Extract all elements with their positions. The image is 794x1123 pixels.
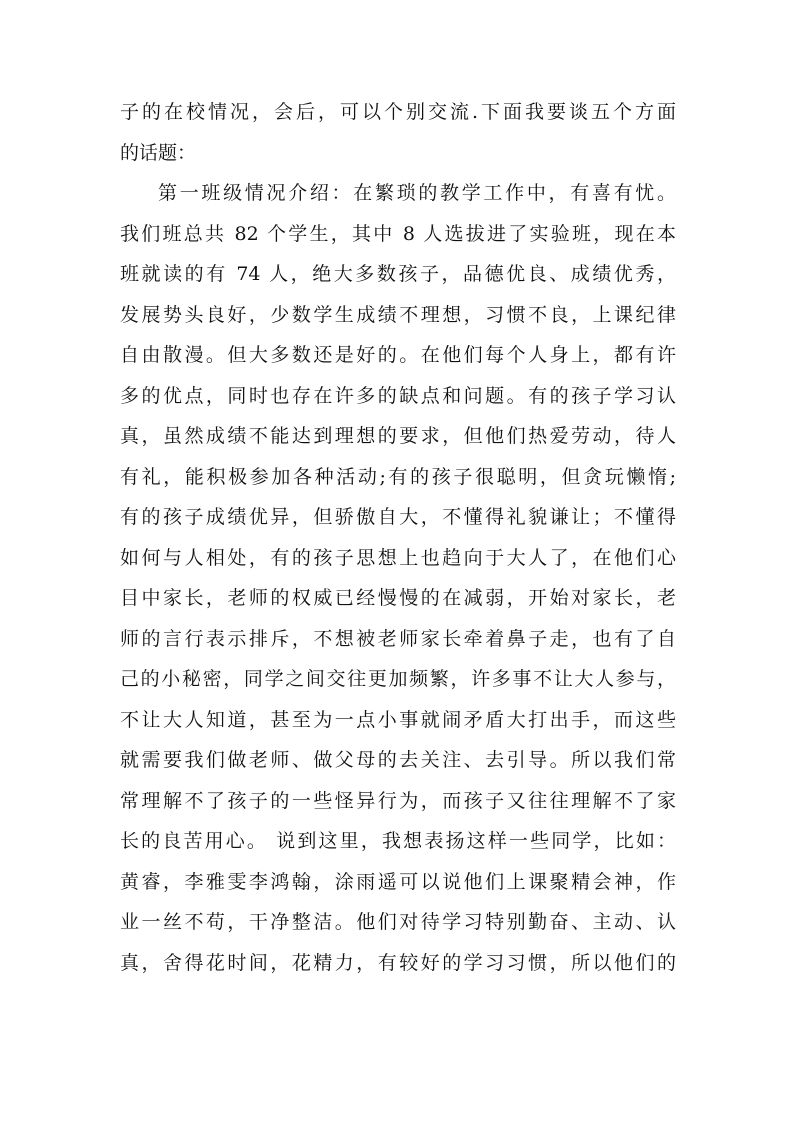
- text-line: 多的优点，同时也存在许多的缺点和问题。有的孩子学习认: [120, 385, 676, 407]
- text-line: 的话题：: [120, 142, 197, 164]
- text-line: 有礼，能积极参加各种活动;有的孩子很聪明，但贪玩懒惰;: [120, 466, 676, 488]
- text-line: 就需要我们做老师、做父母的去关注、去引导。所以我们常: [120, 749, 676, 771]
- text-line: 子的在校情况，会后，可以个别交流.下面我要谈五个方面: [120, 101, 676, 123]
- text-line: 目中家长，老师的权威已经慢慢的在减弱，开始对家长，老: [120, 587, 676, 609]
- text-line: 不让大人知道，甚至为一点小事就闹矛盾大打出手，而这些: [120, 709, 676, 731]
- text-line: 己的小秘密，同学之间交往更加频繁，许多事不让大人参与，: [120, 668, 676, 690]
- text-line: 有的孩子成绩优异，但骄傲自大，不懂得礼貌谦让；不懂得: [120, 506, 676, 528]
- text-line: 自由散漫。但大多数还是好的。在他们每个人身上，都有许: [120, 344, 676, 366]
- text-line: 长的良苦用心。 说到这里，我想表扬这样一些同学，比如：: [120, 830, 676, 852]
- text-line: 发展势头良好，少数学生成绩不理想，习惯不良，上课纪律: [120, 304, 676, 326]
- text-line: 如何与人相处，有的孩子思想上也趋向于大人了，在他们心: [120, 547, 676, 569]
- text-line: 黄睿，李雅雯李鸿翰，涂雨遥可以说他们上课聚精会神，作: [120, 871, 676, 893]
- text-line: 常理解不了孩子的一些怪异行为，而孩子又往往理解不了家: [120, 790, 676, 812]
- paragraph-first-line: 第一班级情况介绍：在繁琐的教学工作中，有喜有忧。: [158, 182, 676, 204]
- text-line: 班就读的有 74 人，绝大多数孩子，品德优良、成绩优秀，: [120, 263, 676, 285]
- text-line: 师的言行表示排斥，不想被老师家长牵着鼻子走，也有了自: [120, 628, 676, 650]
- text-line: 业一丝不苟，干净整洁。他们对待学习特别勤奋、主动、认: [120, 911, 676, 933]
- text-line: 真，舍得花时间，花精力，有较好的学习习惯，所以他们的: [120, 952, 676, 974]
- text-line: 我们班总共 82 个学生，其中 8 人选拔进了实验班，现在本: [120, 223, 676, 245]
- text-line: 真，虽然成绩不能达到理想的要求，但他们热爱劳动，待人: [120, 425, 676, 447]
